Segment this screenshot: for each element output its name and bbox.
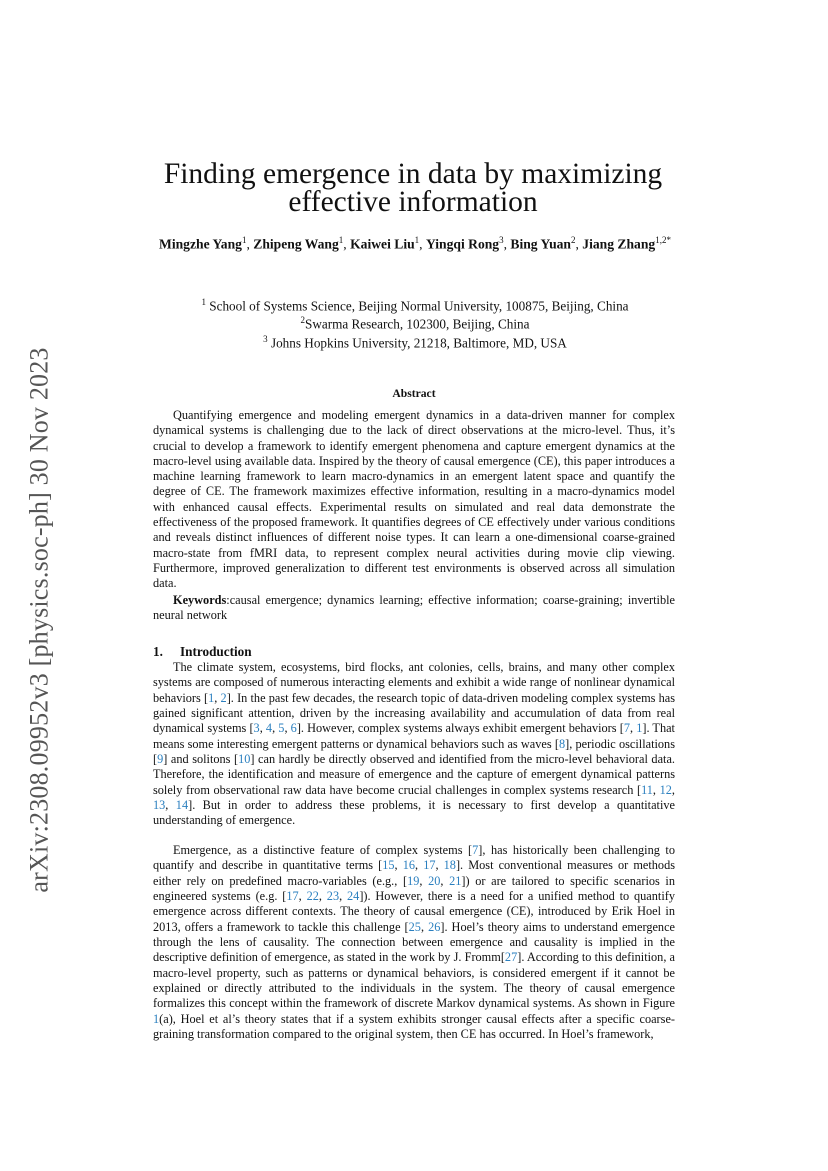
citation-link[interactable]: 27 bbox=[504, 950, 518, 965]
citation-link[interactable]: 23 bbox=[326, 889, 340, 904]
citation-link[interactable]: 13 bbox=[153, 798, 166, 813]
author-name: Yingqi Rong bbox=[425, 236, 500, 252]
citation-link[interactable]: 21 bbox=[449, 873, 462, 888]
abstract-text: Quantifying emergence and modeling emergent dynamics in a data-driven manner for complex dynamical systems is challenging due to the lack of direct observations at the micro-level. Thus, it’s crucial to develop a framework to identify emergent phenomena and capture emergent dynamics at the macro-level using available data. Inspired by the theory of causal emergence (CE), this paper introduces a machine learning framework to learn macro-dynamics in an emergent latent space and quantify the degree of CE. The framework maximizes effective information, resulting in a macro-dynamics model with enhanced causal effects. Experimental results on simulated and real data demonstrate the effectiveness of the proposed framework. It quantifies degrees of CE effectively under various conditions and reveals distinct influences of different noise types. It can learn a one-dimensional coarse-grained macro-state from fMRI data, to represent complex neural activities during movie clip viewing. Furthermore, improved generalization to different test environments is observed across all simulation data. bbox=[153, 408, 675, 591]
citation-link[interactable]: 17 bbox=[286, 889, 299, 904]
affiliation-line: $^1$ School of Systems Science, Beijing Normal University, 100875, Beijing, China bbox=[201, 297, 629, 314]
citation-link[interactable]: 8 bbox=[558, 736, 566, 751]
citation-link[interactable]: 5 bbox=[278, 721, 285, 736]
author-name: Kaiwei Liu bbox=[350, 236, 415, 252]
author-name: Bing Yuan bbox=[510, 236, 571, 252]
arxiv-id: arXiv:2308.09952v3 [physics.soc-ph] 30 Nov 2023 bbox=[25, 347, 55, 893]
citation-link[interactable]: 2 bbox=[220, 690, 227, 705]
citation-link[interactable]: 22 bbox=[306, 889, 319, 904]
citation-link[interactable]: 15 bbox=[382, 858, 395, 873]
section-number: 1. bbox=[153, 644, 163, 659]
arxiv-sidebar bbox=[18, 320, 62, 920]
citation-link[interactable]: 24 bbox=[347, 889, 360, 904]
keywords-text: :causal emergence; dynamics learning; effective information; coarse-graining; invertible neural network bbox=[153, 593, 675, 623]
affiliations bbox=[150, 295, 680, 350]
citation-link[interactable]: 17 bbox=[423, 858, 436, 873]
author-list: Mingzhe Yang$^1$, Zhipeng Wang$^1$, Kaiwei Liu$^1$, Yingqi Rong$^3$, Bing Yuan$^2$, Jiang Zhang$^{1,2*}$ bbox=[159, 235, 671, 252]
author-affiliation-marker: 3 bbox=[499, 235, 504, 245]
author-affiliation-marker: 1,2* bbox=[655, 235, 671, 245]
citation-link[interactable]: 1 bbox=[208, 690, 215, 705]
citation-link[interactable]: 20 bbox=[428, 873, 441, 888]
citation-link[interactable]: 11 bbox=[641, 782, 653, 797]
paragraph-1: The climate system, ecosystems, bird flocks, ant colonies, cells, brains, and many other complex systems are composed of numerous interacting elements and exhibit a wide range of nonlinear dynamical behaviors [1, 2]. In the past few decades, the research topic of data-driven modeling complex systems has gained significant attention, driven by the increasing availability and accumulation of data from real dynamical systems [3, 4, 5, 6]. However, complex systems always exhibit emergent behaviors [7, 1]. That means some interesting emergent patterns or dynamical behaviors such as waves [8], periodic oscillations [9] and solitons [10] can hardly be directly observed and identified from the micro-level behavioral data. Therefore, the identification and measure of emergence and the capture of emergent dynamical patterns solely from observational raw data have become crucial challenges in complex systems research [11, 12, 13, 14]. But in order to address these problems, it is necessary to first develop a quantitative understanding of emergence. bbox=[153, 660, 676, 828]
citation-link[interactable]: 1 bbox=[636, 721, 643, 736]
citation-link[interactable]: 7 bbox=[623, 721, 630, 736]
citation-link[interactable]: 4 bbox=[265, 721, 273, 736]
author-name: Mingzhe Yang bbox=[159, 236, 242, 252]
author-affiliation-marker: 2 bbox=[571, 235, 576, 245]
citation-link[interactable]: 12 bbox=[659, 782, 672, 797]
citation-link[interactable]: 19 bbox=[407, 873, 420, 888]
citation-link[interactable]: 3 bbox=[253, 721, 260, 736]
abstract-heading: Abstract bbox=[392, 387, 436, 400]
citation-link[interactable]: 18 bbox=[443, 858, 456, 873]
paper-title: Finding emergence in data by maximizing effective information bbox=[163, 158, 663, 218]
keywords-label: Keywords bbox=[173, 593, 227, 607]
author-affiliation-marker: 1 bbox=[241, 235, 247, 245]
author-affiliation-marker: 1 bbox=[338, 235, 344, 245]
section-heading bbox=[153, 644, 252, 660]
citation-link[interactable]: 16 bbox=[402, 858, 416, 873]
citation-link[interactable]: 25 bbox=[408, 919, 421, 934]
paragraph-2: Emergence, as a distinctive feature of complex systems [7], has historically been challenging to quantify and describe in quantitative terms [15, 16, 17, 18]. Most conventional measures or methods either rely on predefined macro-variables (e.g., [19, 20, 21]) or are tailored to specific scenarios in engineered systems (e.g. [17, 22, 23, 24]). However, there is a need for a unified method to quantify emergence across different contexts. The theory of causal emergence (CE), introduced by Erik Hoel in 2013, offers a framework to tackle this challenge [25, 26]. Hoel’s theory aims to understand emergence through the lens of causality. The connection between emergence and causality is implied in the descriptive definition of emergence, as stated in the work by J. Fromm[27]. According to this definition, a macro-level property, such as patterns or dynamical behaviors, is considered emergent if it cannot be explained or directly attributed to the individuals in the system. The theory of causal emergence formalizes this concept within the framework of discrete Markov dynamical systems. As shown in Figure 1(a), Hoel et al’s theory states that if a system exhibits stronger causal effects after a specific coarse-graining transformation compared to the original system, then CE has occurred. In Hoel’s framework, bbox=[153, 843, 676, 1042]
section-title: Introduction bbox=[180, 644, 252, 659]
citation-link[interactable]: 10 bbox=[238, 752, 251, 767]
citation-link[interactable]: 7 bbox=[472, 843, 479, 857]
author-affiliation-marker: 1 bbox=[414, 235, 420, 245]
keywords bbox=[153, 593, 675, 624]
citation-link[interactable]: 26 bbox=[428, 919, 441, 934]
citation-link[interactable]: 14 bbox=[175, 798, 189, 813]
citation-link[interactable]: 6 bbox=[290, 721, 297, 736]
citation-link[interactable]: 9 bbox=[157, 752, 164, 767]
author-name: Jiang Zhang bbox=[582, 236, 656, 252]
affiliation-line: $^3$ Johns Hopkins University, 21218, Baltimore, MD, USA bbox=[263, 333, 567, 351]
citation-link[interactable]: 1 bbox=[153, 1011, 160, 1026]
affiliation-line: $^2$Swarma Research, 102300, Beijing, China bbox=[300, 315, 530, 332]
author-name: Zhipeng Wang bbox=[253, 236, 339, 252]
